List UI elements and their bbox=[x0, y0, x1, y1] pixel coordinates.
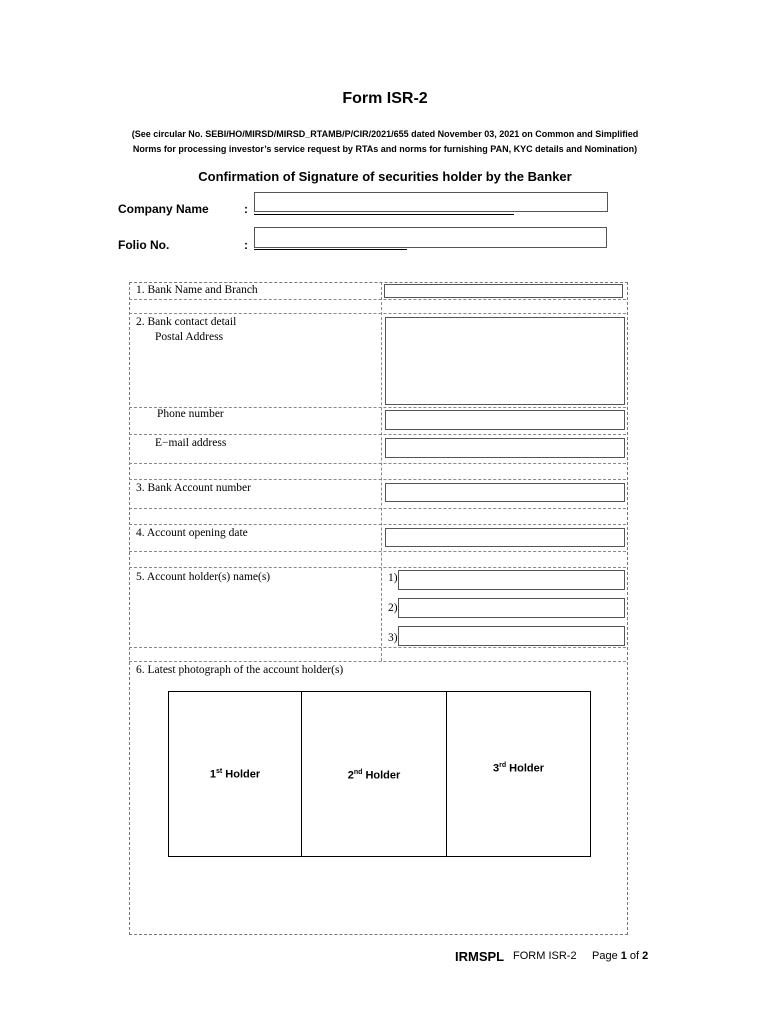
bank-name-field[interactable] bbox=[384, 284, 623, 298]
phone-number-label: Phone number bbox=[157, 408, 224, 420]
holder-3-name-field[interactable] bbox=[398, 626, 625, 646]
photo-holder-3-caption: 3rd Holder bbox=[492, 761, 545, 775]
company-name-field[interactable] bbox=[254, 192, 608, 212]
holder-3-number: 3) bbox=[388, 632, 398, 644]
circular-reference bbox=[60, 127, 710, 157]
company-name-underline bbox=[254, 214, 514, 215]
phone-number-field[interactable] bbox=[385, 410, 625, 430]
row-divider bbox=[129, 463, 626, 464]
company-name-colon: : bbox=[244, 202, 248, 216]
account-number-field[interactable] bbox=[385, 483, 625, 502]
footer-brand: IRMSPL bbox=[455, 949, 505, 964]
account-number-label: 3. Bank Account number bbox=[136, 482, 251, 494]
photo-box-holder-1[interactable] bbox=[169, 692, 302, 856]
row-divider bbox=[129, 647, 626, 648]
footer-page-number: Page 1 of 2 bbox=[592, 950, 649, 962]
holder-1-name-field[interactable] bbox=[398, 570, 625, 590]
row-divider bbox=[129, 508, 626, 509]
photo-holder-2-caption: 2nd Holder bbox=[347, 768, 401, 782]
photo-box-holder-3[interactable] bbox=[447, 692, 590, 856]
postal-address-label: Postal Address bbox=[155, 331, 224, 343]
folio-colon: : bbox=[244, 238, 248, 252]
email-address-label: E−mail address bbox=[155, 437, 227, 449]
row-divider bbox=[129, 434, 626, 435]
bank-name-label: 1. Bank Name and Branch bbox=[136, 284, 258, 296]
photo-holder-1-caption: 1st Holder bbox=[209, 767, 261, 781]
row-divider bbox=[129, 479, 626, 480]
folio-label: Folio No. bbox=[118, 238, 170, 252]
postal-address-field[interactable] bbox=[385, 317, 625, 405]
form-subtitle: Confirmation of Signature of securities holder by the Banker bbox=[198, 169, 572, 184]
circular-line-2: Norms for processing investor’s service request by RTAs and norms for furnishing PAN, KYC details and Nomination) bbox=[132, 144, 638, 154]
row-divider bbox=[129, 567, 626, 568]
holder-2-number: 2) bbox=[388, 602, 398, 614]
email-address-field[interactable] bbox=[385, 438, 625, 458]
holder-1-number: 1) bbox=[388, 572, 398, 584]
account-opening-date-label: 4. Account opening date bbox=[136, 527, 248, 539]
account-opening-date-field[interactable] bbox=[385, 528, 625, 547]
photograph-boxes bbox=[168, 691, 591, 857]
photo-box-holder-2[interactable] bbox=[302, 692, 447, 856]
footer-form-name: FORM ISR-2 bbox=[513, 950, 577, 962]
row-divider bbox=[129, 313, 626, 314]
form-title: Form ISR-2 bbox=[342, 90, 428, 107]
row-divider bbox=[129, 299, 626, 300]
circular-line-1: (See circular No. SEBI/HO/MIRSD/MIRSD_RTAMB/P/CIR/2021/655 dated November 03, 2021 on Common and Simplified bbox=[131, 129, 639, 139]
bank-contact-label: 2. Bank contact detail bbox=[136, 316, 237, 328]
holder-2-name-field[interactable] bbox=[398, 598, 625, 618]
row-divider bbox=[129, 551, 626, 552]
photograph-label: 6. Latest photograph of the account holder(s) bbox=[136, 664, 344, 676]
row-divider bbox=[129, 524, 626, 525]
company-name-label: Company Name bbox=[118, 202, 209, 216]
table-column-divider bbox=[381, 282, 382, 661]
row-divider bbox=[129, 661, 626, 662]
folio-field[interactable] bbox=[254, 227, 607, 248]
account-holders-label: 5. Account holder(s) name(s) bbox=[136, 571, 271, 583]
folio-underline bbox=[254, 249, 407, 250]
